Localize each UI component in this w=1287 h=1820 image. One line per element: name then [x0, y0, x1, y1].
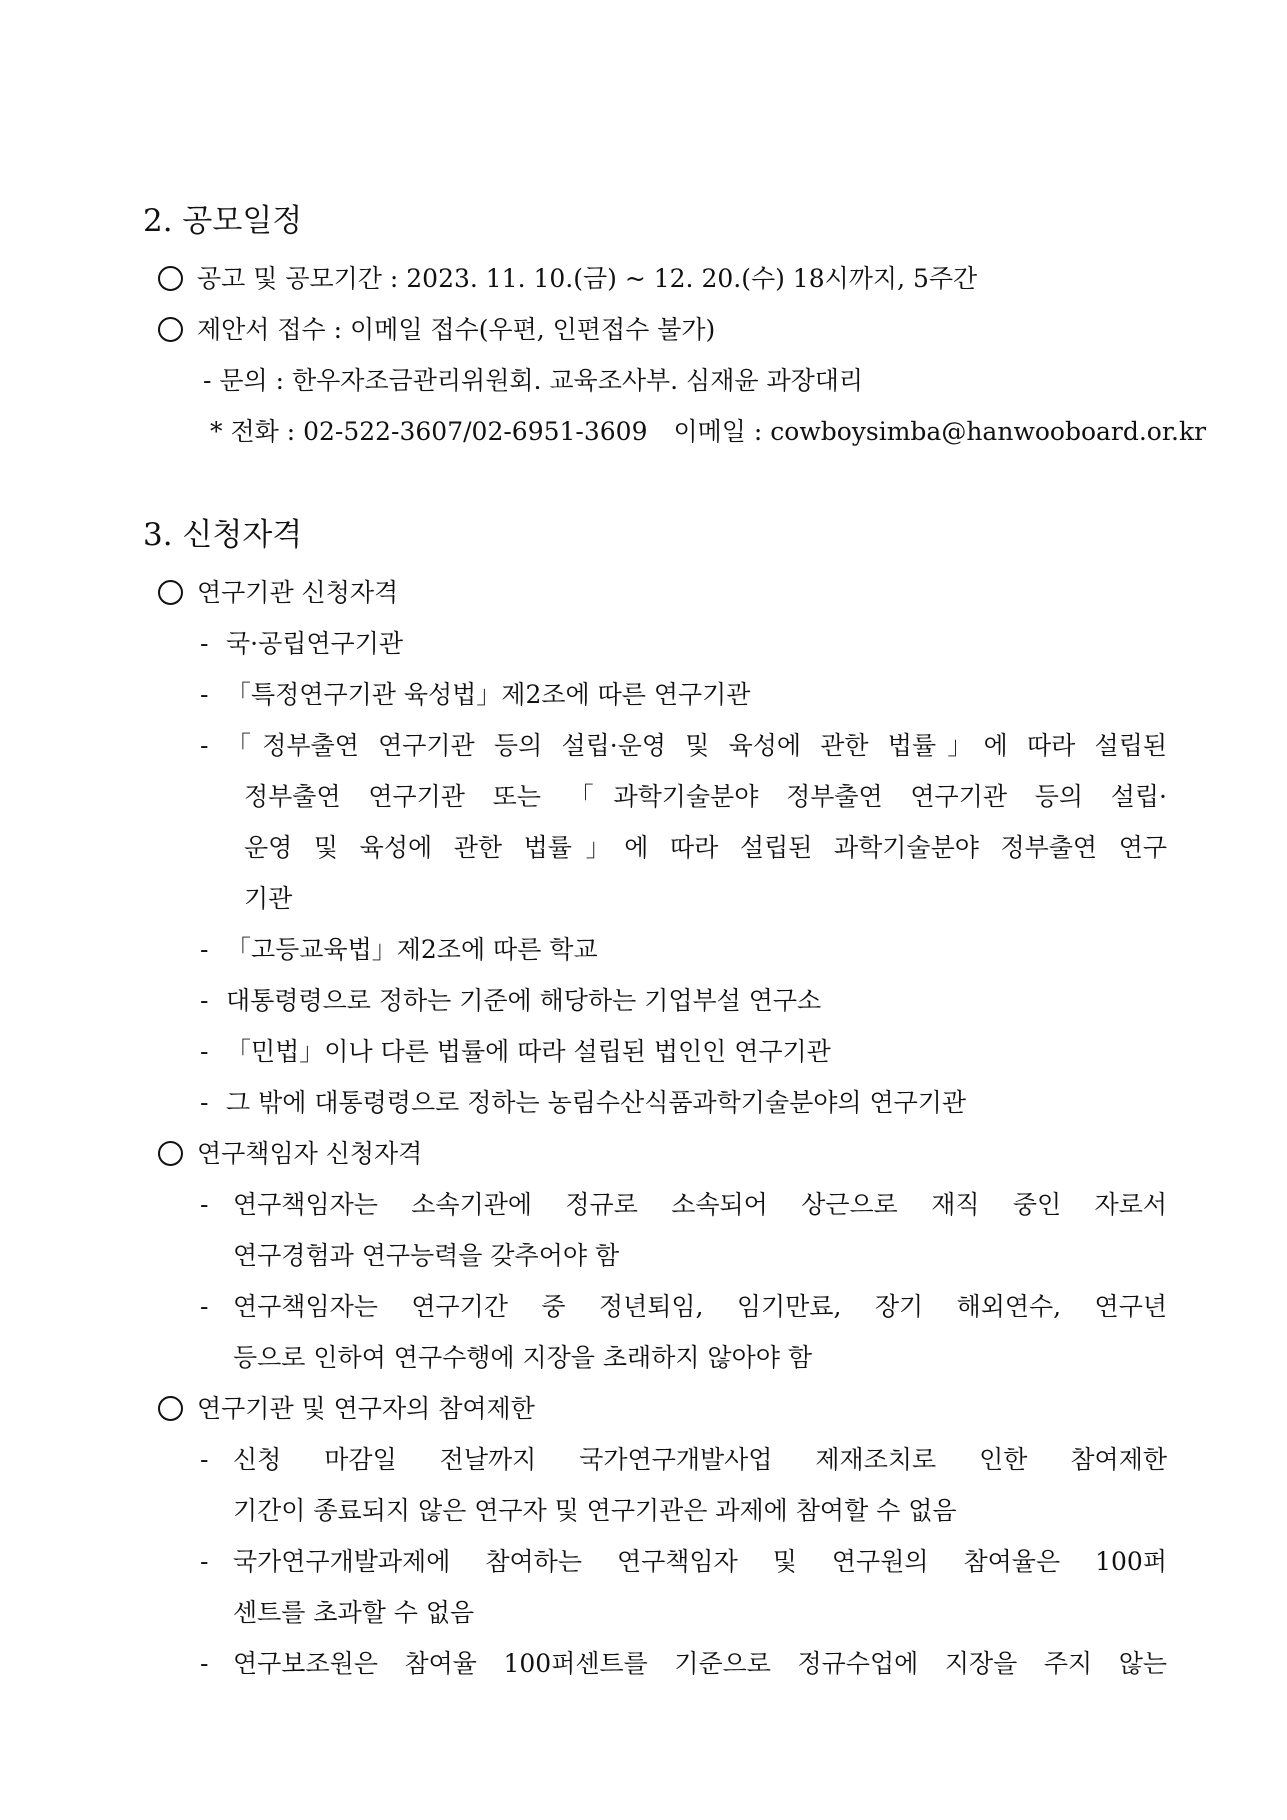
phone-text: * 전화 : 02-522-3607/02-6951-3609 [210, 417, 648, 446]
submission-text: 제안서 접수 : 이메일 접수(우편, 인편접수 불가) [197, 315, 716, 344]
institution-item: - 「민법」이나 다른 법률에 따라 설립된 법인인 연구기관 [200, 1037, 831, 1066]
institution-item: - 「정부출연 연구기관 등의 설립·운영 및 육성에 관한 법률」에 따라 설립된 [200, 731, 1167, 760]
restrict-item-cont: 센트를 초과할 수 없음 [233, 1598, 475, 1627]
email-text: 이메일 : cowboysimba@hanwooboard.or.kr [673, 417, 1207, 446]
pi-item: - 연구책임자는 연구기간 중 정년퇴임, 임기만료, 장기 해외연수, 연구년 [200, 1292, 1167, 1321]
restrict-bullet [158, 1392, 535, 1426]
section-3-title: 3. 신청자격 [143, 517, 303, 553]
pi-item-cont: 연구경험과 연구능력을 갖추어야 함 [233, 1241, 620, 1270]
submission-bullet [158, 313, 715, 347]
institution-item: - 「고등교육법」제2조에 따른 학교 [200, 935, 598, 964]
schedule-text: 공고 및 공모기간 : 2023. 11. 10.(금) ~ 12. 20.(수) 18시까지, 5주간 [197, 264, 978, 293]
institution-item-cont: 기관 [244, 884, 293, 913]
restrict-item: - 신청 마감일 전날까지 국가연구개발사업 제재조치로 인한 참여제한 [200, 1445, 1167, 1474]
contact-line [210, 415, 1206, 449]
section-2-title: 2. 공모일정 [143, 203, 303, 239]
institution-item: - 국·공립연구기관 [200, 629, 403, 658]
circle-bullet-icon [158, 266, 183, 291]
institution-bullet [158, 576, 398, 610]
institution-item-cont: 운영 및 육성에 관한 법률」에 따라 설립된 과학기술분야 정부출연 연구 [244, 833, 1167, 862]
restrict-heading: 연구기관 및 연구자의 참여제한 [197, 1394, 535, 1423]
pi-item-cont: 등으로 인하여 연구수행에 지장을 초래하지 않아야 함 [233, 1343, 812, 1372]
institution-item-cont: 정부출연 연구기관 또는 「과학기술분야 정부출연 연구기관 등의 설립· [244, 782, 1167, 811]
circle-bullet-icon [158, 1396, 183, 1421]
restrict-item-cont: 기간이 종료되지 않은 연구자 및 연구기관은 과제에 참여할 수 없음 [233, 1496, 957, 1525]
circle-bullet-icon [158, 317, 183, 342]
inquiry-line: - 문의 : 한우자조금관리위원회. 교육조사부. 심재윤 과장대리 [203, 366, 864, 395]
restrict-item: - 연구보조원은 참여율 100퍼센트를 기준으로 정규수업에 지장을 주지 않는 [200, 1649, 1167, 1678]
pi-heading: 연구책임자 신청자격 [197, 1139, 423, 1168]
schedule-bullet [158, 262, 977, 296]
institution-item: - 「특정연구기관 육성법」제2조에 따른 연구기관 [200, 680, 751, 709]
institution-heading: 연구기관 신청자격 [197, 578, 399, 607]
pi-item: - 연구책임자는 소속기관에 정규로 소속되어 상근으로 재직 중인 자로서 [200, 1190, 1167, 1219]
circle-bullet-icon [158, 1141, 183, 1166]
restrict-item: - 국가연구개발과제에 참여하는 연구책임자 및 연구원의 참여율은 100퍼 [200, 1547, 1167, 1576]
circle-bullet-icon [158, 580, 183, 605]
institution-item: - 대통령령으로 정하는 기준에 해당하는 기업부설 연구소 [200, 986, 822, 1015]
pi-bullet [158, 1137, 422, 1171]
institution-item: - 그 밖에 대통령령으로 정하는 농림수산식품과학기술분야의 연구기관 [200, 1088, 967, 1117]
